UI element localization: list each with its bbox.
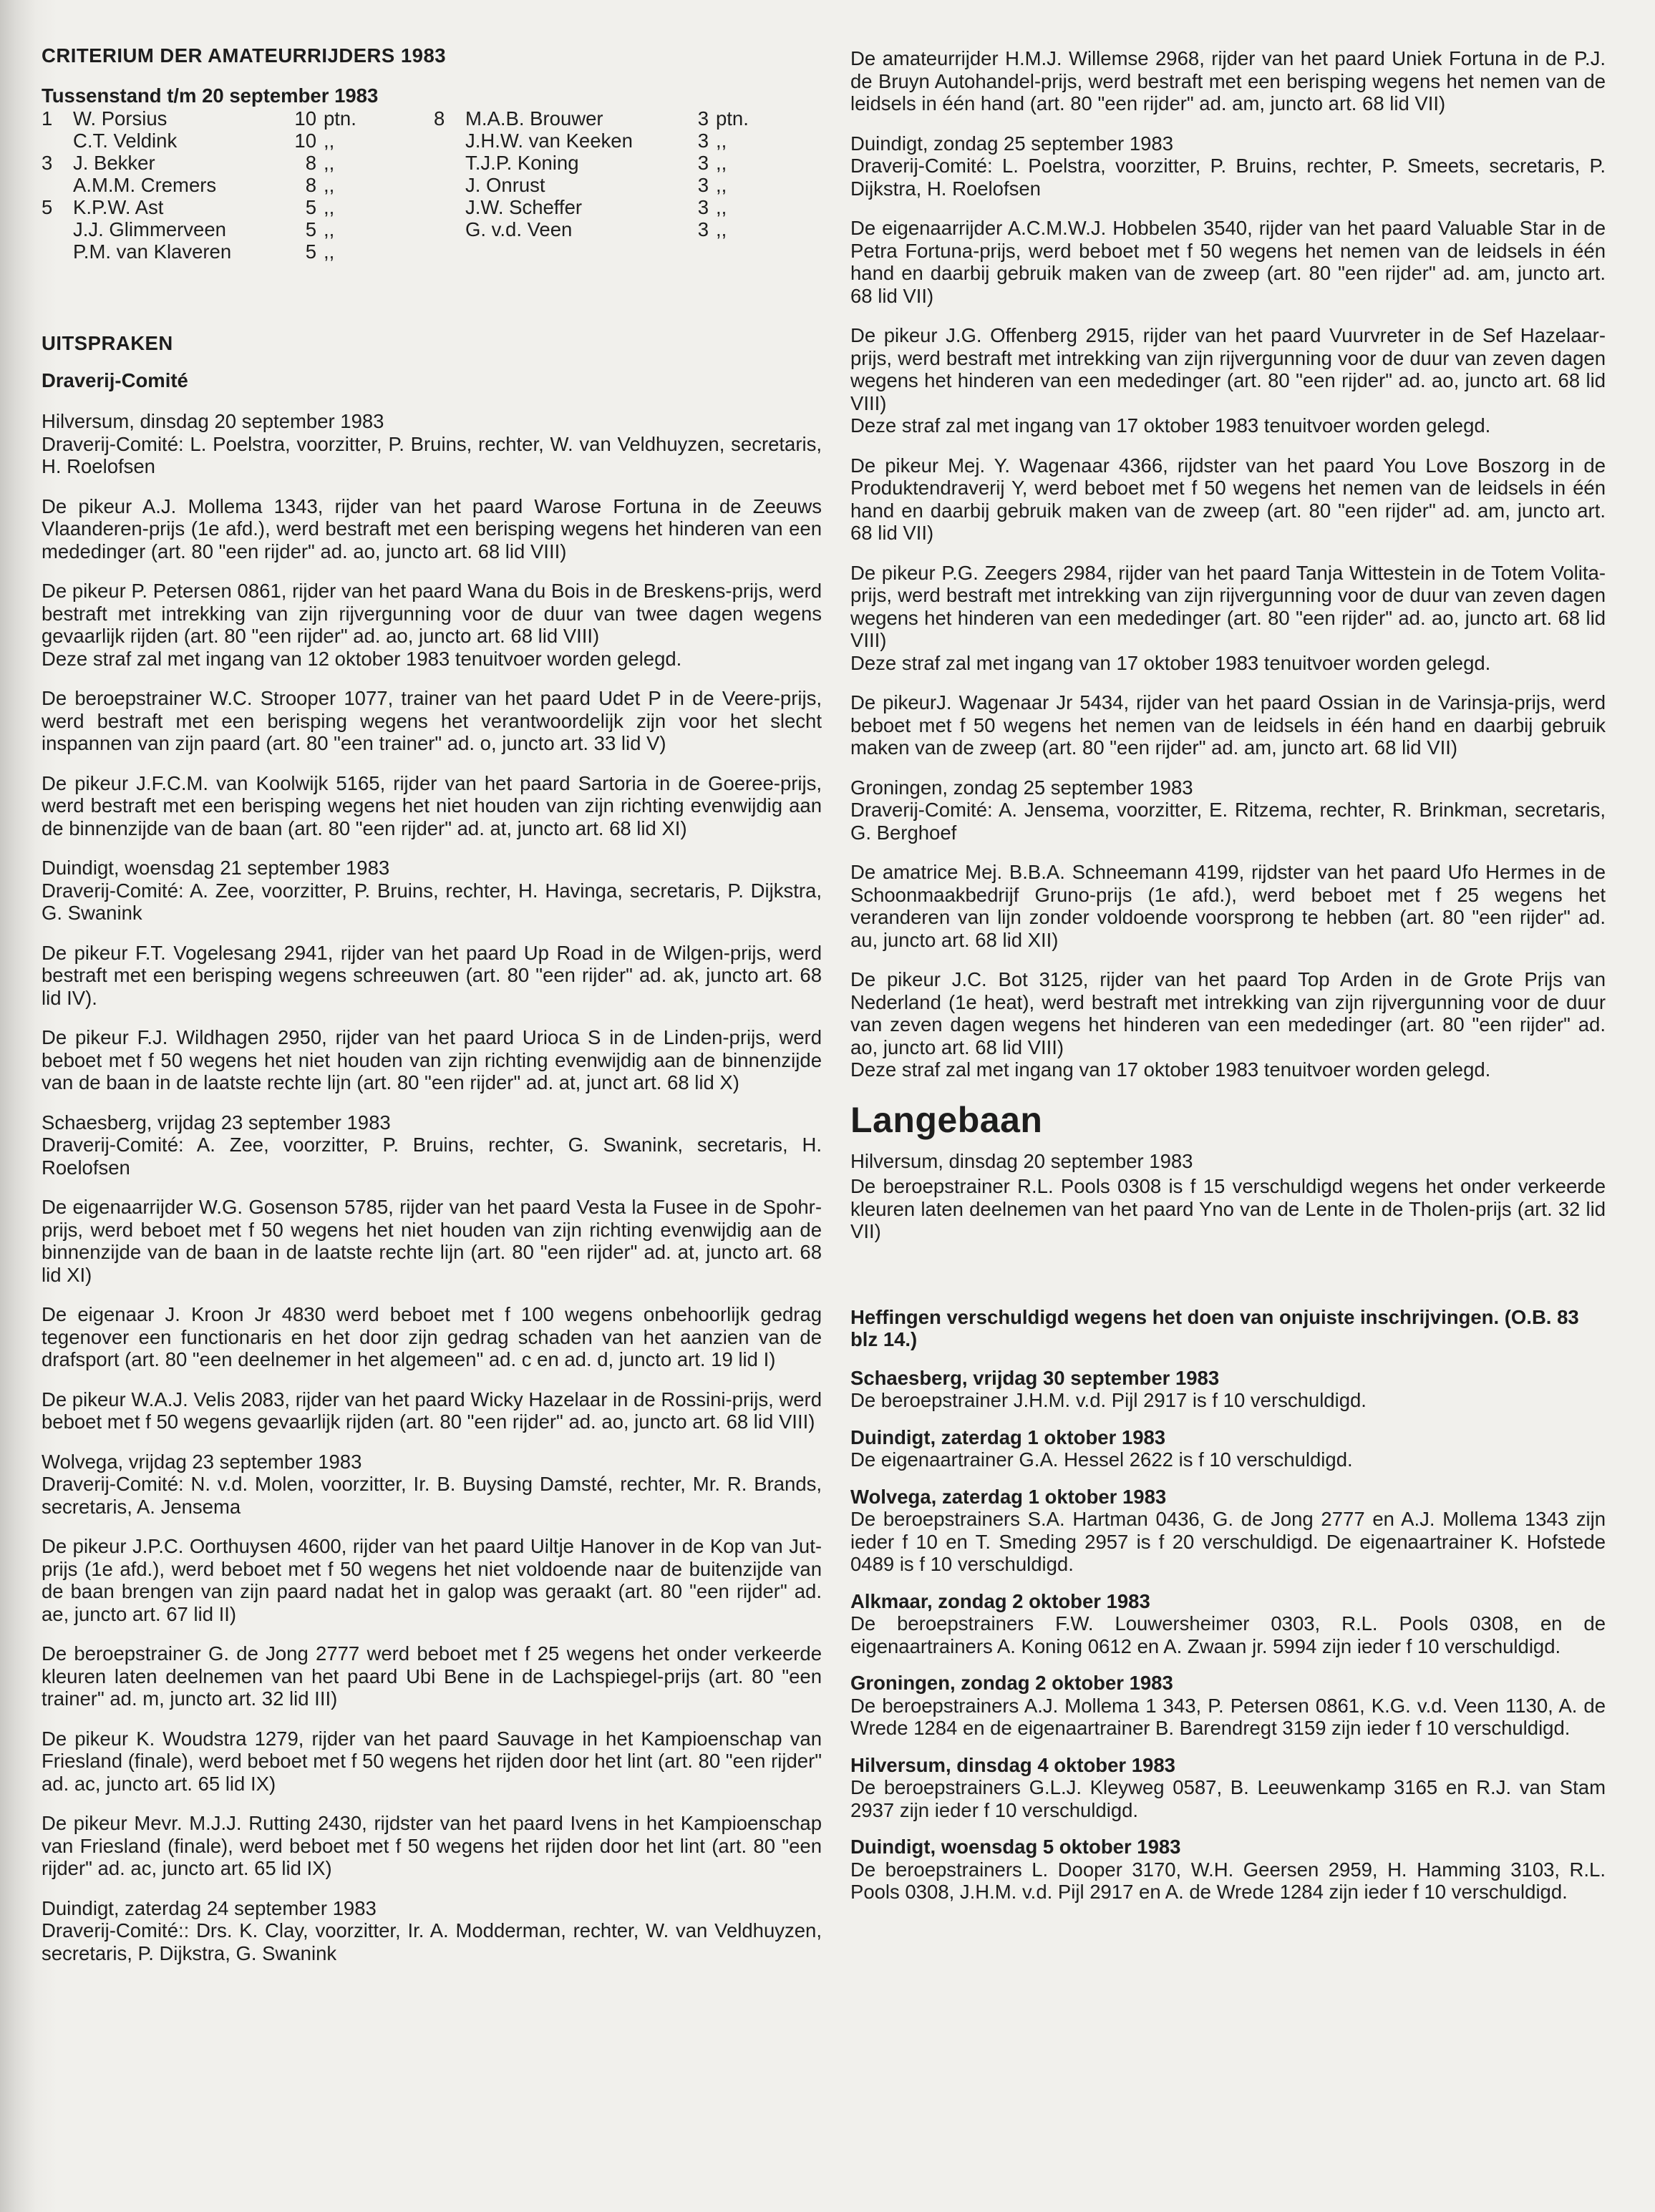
standing-unit: ,, [324,240,335,263]
langebaan-text: De beroepstrainer R.L. Pools 0308 is f 15 verschuldigd wegens het onder verkeerde kleuren laten deelnemen van het paard Yno van de Lente in de Tholen-prijs (art. 32 lid VII) [850,1175,1606,1242]
uitspraken-title: UITSPRAKEN [42,331,173,354]
fee-heading: Hilversum, dinsdag 4 oktober 1983 [850,1753,1175,1776]
standing-unit: ,, [716,218,727,240]
ruling-paragraph: De eigenaarrijder W.G. Gosenson 5785, rijder van het paard Vesta la Fusee in de Spohr-prijs, werd beboet met f 50 wegens het niet houden van zijn richting evenwijdig aan de binnenzijde van de baan in de laatste rechte lijn (art. 80 "een rijder" ad. at, juncto art. 68 lid XI) [42,1196,822,1286]
criterium-title: CRITERIUM DER AMATEURRIJDERS 1983 [42,44,447,67]
ruling-paragraph: De pikeur Mej. Y. Wagenaar 4366, rijdster van het paard You Love Boszorg in de Produktendraverij Y, werd beboet met f 50 wegens het nemen van de leidsels in één hand en daarbij gebruik maken van de zweep (art. 80 "een rijder" ad. am, juncto art. 68 lid VII) [850,454,1606,544]
ruling-paragraph: Duindigt, zaterdag 24 september 1983 Draverij-Comité:: Drs. K. Clay, voorzitter, Ir. A. Modderman, rechter, W. van Veldhuyzen, secretaris, P. Dijkstra, G. Swanink [42,1896,822,1964]
standing-name: J. Bekker [73,151,155,174]
standing-unit: ,, [324,129,335,152]
standing-name: C.T. Veldink [73,129,178,152]
standing-name: P.M. van Klaveren [73,240,232,263]
standing-name: K.P.W. Ast [73,195,164,218]
fee-entry [850,1426,1606,1471]
standings-table-left [42,107,367,263]
fee-text: De eigenaartrainer G.A. Hessel 2622 is f 10 verschuldigd. [850,1448,1353,1471]
fee-heading: Alkmaar, zondag 2 oktober 1983 [850,1589,1150,1612]
fee-entry [850,1754,1606,1822]
right-rulings [850,47,1606,1081]
standing-points: 10 [294,107,316,130]
standing-row [42,174,367,196]
standing-unit: ,, [324,173,335,196]
standing-unit: ,, [716,151,727,174]
ruling-paragraph: De pikeur J.C. Bot 3125, rijder van het paard Top Arden in de Grote Prijs van Nederland (1e heat), werd bestraft met intrekking van zijn rijvergunning voor de duur van zeven dagen wegens het hinderen van een mededinger (art. 80 "een rijder" ad. ao, juncto art. 68 lid VIII) Deze straf zal met ingang van 17 oktober 1983 tenuitvoer worden gelegd. [850,968,1606,1081]
ruling-paragraph: De pikeur P.G. Zeegers 2984, rijder van het paard Tanja Wittestein in de Totem Volita-prijs, werd bestraft met intrekking van zijn rijvergunning voor de duur van zeven dagen wegens het hinderen van een mededinger (art. 80 "een rijder" ad. ao, juncto art. 68 lid VIII) Deze straf zal met ingang van 17 oktober 1983 tenuitvoer worden gelegd. [850,561,1606,674]
standing-unit: ,, [716,173,727,196]
ruling-paragraph: Schaesberg, vrijdag 23 september 1983 Draverij-Comité: A. Zee, voorzitter, P. Bruins, rechter, G. Swanink, secretaris, H. Roelofsen [42,1111,822,1179]
standings [42,107,822,265]
fee-text: De beroepstrainer J.H.M. v.d. Pijl 2917 is f 10 verschuldigd. [850,1389,1367,1411]
standing-points: 3 [697,151,709,174]
heffingen-list [850,1367,1606,1904]
standing-points: 5 [305,240,316,263]
standing-unit: ,, [324,195,335,218]
standing-row [434,130,759,152]
ruling-paragraph: De pikeurJ. Wagenaar Jr 5434, rijder van het paard Ossian in de Varinsja-prijs, werd beboet met f 50 wegens het nemen van de leidsels in één hand en daarbij gebruik maken van de zweep (art. 80 "een rijder" ad. am, juncto art. 68 lid VII) [850,691,1606,759]
right-column [850,47,1606,1918]
standing-position: 3 [42,151,53,174]
ruling-paragraph: De amatrice Mej. B.B.A. Schneemann 4199, rijdster van het paard Ufo Hermes in de Schoonmaakbedrijf Gruno-prijs (1e afd.), werd beboet met f 25 wegens het veranderen van lijn zonder voldoende voorsprong te hebben (art. 80 "een rijder" ad. au, juncto art. 68 lid XII) [850,861,1606,951]
langebaan-title: Langebaan [850,1099,1043,1140]
standing-points: 8 [305,151,316,174]
standing-position: 8 [434,107,445,130]
standing-unit: ,, [324,218,335,240]
standing-points: 5 [305,195,316,218]
standing-position [42,174,73,196]
standing-position [434,218,465,240]
standings-table-right [434,107,759,240]
standing-position [434,130,465,152]
ruling-paragraph: De pikeur P. Petersen 0861, rijder van het paard Wana du Bois in de Breskens-prijs, werd bestraft met intrekking van zijn rijvergunning voor de duur van twee dagen wegens gevaarlijk rijden (art. 80 "een rijder" ad. ao, juncto art. 68 lid VIII) Deze straf zal met ingang van 12 oktober 1983 tenuitvoer worden gelegd. [42,580,822,670]
standing-points: 3 [697,129,709,152]
ruling-paragraph: Duindigt, woensdag 21 september 1983 Draverij-Comité: A. Zee, voorzitter, P. Bruins, rechter, H. Havinga, secretaris, P. Dijkstra, G. Swanink [42,857,822,924]
standing-points: 10 [294,129,316,152]
ruling-paragraph: De amateurrijder H.M.J. Willemse 2968, rijder van het paard Uniek Fortuna in de P.J. de Bruyn Autohandel-prijs, werd bestraft met een berisping wegens het nemen van de leidsels in één hand (art. 80 "een rijder" ad. am, juncto art. 68 lid VII) [850,47,1606,115]
standing-row [42,107,367,130]
standing-position [42,130,73,152]
fee-entry [850,1672,1606,1740]
standing-points: 5 [305,218,316,240]
standing-name: M.A.B. Brouwer [465,107,603,130]
comite-heading: Draverij-Comité [42,369,188,391]
standing-name: A.M.M. Cremers [73,173,217,196]
ruling-paragraph: De eigenaarrijder A.C.M.W.J. Hobbelen 3540, rijder van het paard Valuable Star in de Petra Fortuna-prijs, werd beboet met f 50 wegens het nemen van de leidsels in één hand en daarbij gebruik maken van de zweep (art. 80 "een rijder" ad. am, juncto art. 68 lid VII) [850,217,1606,307]
ruling-paragraph: De pikeur J.G. Offenberg 2915, rijder van het paard Vuurvreter in de Sef Hazelaar-prijs, werd bestraft met intrekking van zijn rijvergunning voor de duur van zeven dagen wegens het hinderen van een mededinger (art. 80 "een rijder" ad. ao, juncto art. 68 lid VIII) Deze straf zal met ingang van 17 oktober 1983 tenuitvoer worden gelegd. [850,324,1606,437]
standing-points: 3 [697,173,709,196]
standing-name: J.W. Scheffer [465,195,583,218]
left-rulings [42,410,822,1964]
ruling-paragraph: De pikeur K. Woudstra 1279, rijder van het paard Sauvage in het Kampioenschap van Friesland (finale), werd beboet met f 50 wegens het rijden door het lint (art. 80 "een rijder" ad. ac, juncto art. 65 lid IX) [42,1727,822,1795]
fee-text: De beroepstrainers F.W. Louwersheimer 0303, R.L. Pools 0308, en de eigenaartrainers A. Koning 0612 en A. Zwaan jr. 5994 zijn ieder f 10 verschuldigd. [850,1612,1606,1657]
heffingen-title: Heffingen verschuldigd wegens het doen van onjuiste inschrijvingen. (O.B. 83 blz 14.) [850,1305,1579,1350]
fee-text: De beroepstrainers G.L.J. Kleyweg 0587, B. Leeuwenkamp 3165 en R.J. van Stam 2937 zijn ieder f 10 verschuldigd. [850,1776,1606,1821]
fee-entry [850,1590,1606,1658]
standing-position [434,196,465,218]
standing-name: J. Onrust [465,173,545,196]
standing-position: 1 [42,107,53,130]
langebaan-meta: Hilversum, dinsdag 20 september 1983 [850,1149,1193,1172]
standing-unit: ,, [324,151,335,174]
standing-position [42,240,73,263]
ruling-paragraph: De pikeur J.F.C.M. van Koolwijk 5165, rijder van het paard Sartoria in de Goeree-prijs, werd bestraft met een berisping wegens het niet houden van zijn richting evenwijdig aan de binnenzijde van de baan (art. 80 "een rijder" ad. at, juncto art. 68 lid XI) [42,771,822,839]
standing-points: 8 [305,173,316,196]
standing-name: J.H.W. van Keeken [465,129,633,152]
ruling-paragraph: De beroepstrainer W.C. Strooper 1077, trainer van het paard Udet P in de Veere-prijs, werd bestraft met een berisping wegens het verantwoordelijk zijn voor het slecht inspannen van zijn paard (art. 80 "een trainer" ad. o, juncto art. 33 lid V) [42,687,822,754]
standing-name: T.J.P. Koning [465,151,579,174]
standing-position [434,152,465,174]
standing-row [434,196,759,218]
fee-heading: Wolvega, zaterdag 1 oktober 1983 [850,1485,1167,1508]
standing-row [434,152,759,174]
ruling-paragraph: De pikeur F.J. Wildhagen 2950, rijder van het paard Urioca S in de Linden-prijs, werd beboet met f 50 wegens het niet houden van zijn richting evenwijdig aan de binnenzijde van de baan in de laatste rechte lijn (art. 80 "een rijder" ad. at, junct art. 68 lid X) [42,1026,822,1093]
standing-row [42,218,367,240]
fee-heading: Duindigt, zaterdag 1 oktober 1983 [850,1426,1166,1448]
ruling-paragraph: De pikeur J.P.C. Oorthuysen 4600, rijder van het paard Uiltje Hanover in de Kop van Jut-prijs (1e afd.), werd beboet met f 50 wegens het niet voldoende naar de buitenzijde van de baan brengen van zijn paard nadat het in galop was geraakt (art. 80 "een rijder" ad. ae, juncto art. 67 lid II) [42,1535,822,1625]
standing-unit: ptn. [324,107,356,130]
fee-entry [850,1367,1606,1412]
fee-heading: Schaesberg, vrijdag 30 september 1983 [850,1366,1220,1389]
standing-row [42,196,367,218]
standing-unit: ,, [716,129,727,152]
fee-entry [850,1486,1606,1576]
fee-text: De beroepstrainers A.J. Mollema 1 343, P. Petersen 0861, K.G. v.d. Veen 1130, A. de Wrede 1284 en de eigenaartrainer B. Barendregt 3159 zijn ieder f 10 verschuldigd. [850,1694,1606,1739]
standing-unit: ptn. [716,107,749,130]
criterium-subtitle: Tussenstand t/m 20 september 1983 [42,84,379,107]
standing-unit: ,, [716,195,727,218]
ruling-paragraph: Duindigt, zondag 25 september 1983 Draverij-Comité: L. Poelstra, voorzitter, P. Bruins, rechter, P. Smeets, secretaris, P. Dijkstra, H. Roelofsen [850,132,1606,200]
standing-name: W. Porsius [73,107,168,130]
standing-points: 3 [697,195,709,218]
fee-text: De beroepstrainers L. Dooper 3170, W.H. Geersen 2959, H. Hamming 3103, R.L. Pools 0308, J.H.M. v.d. Pijl 2917 en A. de Wrede 1284 zijn ieder f 10 verschuldigd. [850,1858,1606,1903]
ruling-paragraph: De pikeur F.T. Vogelesang 2941, rijder van het paard Up Road in de Wilgen-prijs, werd bestraft met een berisping wegens schreeuwen (art. 80 "een rijder" ad. ak, juncto art. 68 lid IV). [42,941,822,1009]
fee-entry [850,1836,1606,1904]
standing-row [42,152,367,174]
ruling-paragraph: De pikeur W.A.J. Velis 2083, rijder van het paard Wicky Hazelaar in de Rossini-prijs, werd beboet met f 50 wegens gevaarlijk rijden (art. 80 "een rijder" ad. ao, juncto art. 68 lid VIII) [42,1388,822,1433]
standing-name: J.J. Glimmerveen [73,218,226,240]
standing-row [434,107,759,130]
standing-position [434,174,465,196]
ruling-paragraph: Groningen, zondag 25 september 1983 Draverij-Comité: A. Jensema, voorzitter, E. Ritzema, rechter, R. Brinkman, secretaris, G. Berghoef [850,776,1606,844]
fee-heading: Duindigt, woensdag 5 oktober 1983 [850,1836,1181,1858]
standing-row [434,218,759,240]
standing-position: 5 [42,195,53,218]
fee-heading: Groningen, zondag 2 oktober 1983 [850,1672,1173,1694]
ruling-paragraph: De pikeur Mevr. M.J.J. Rutting 2430, rijdster van het paard Ivens in het Kampioenschap van Friesland (finale), werd beboet met f 50 wegens het rijden door het lint (art. 80 "een rijder" ad. ac, juncto art. 65 lid IX) [42,1812,822,1879]
standing-points: 3 [697,107,709,130]
ruling-paragraph: Hilversum, dinsdag 20 september 1983 Draverij-Comité: L. Poelstra, voorzitter, P. Bruins, rechter, W. van Veldhuyzen, secretaris, H. Roelofsen [42,410,822,477]
fee-text: De beroepstrainers S.A. Hartman 0436, G. de Jong 2777 en A.J. Mollema 1343 zijn ieder f 10 en T. Smeding 2957 is f 20 verschuldigd. De eigenaartrainer K. Hofstede 0489 is f 10 verschuldigd. [850,1508,1606,1575]
standing-row [42,240,367,263]
ruling-paragraph: De beroepstrainer G. de Jong 2777 werd beboet met f 25 wegens het onder verkeerde kleuren laten deelnemen van het paard Ubi Bene in de Lachspiegel-prijs (art. 80 "een trainer" ad. m, juncto art. 32 lid III) [42,1642,822,1710]
standing-row [434,174,759,196]
standing-name: G. v.d. Veen [465,218,573,240]
ruling-paragraph: De pikeur A.J. Mollema 1343, rijder van het paard Warose Fortuna in de Zeeuws Vlaanderen-prijs (1e afd.), werd bestraft met een berisping wegens het hinderen van een mededinger (art. 80 "een rijder" ad. ao, juncto art. 68 lid VIII) [42,494,822,562]
left-column [42,44,822,1982]
standing-position [42,218,73,240]
ruling-paragraph: Wolvega, vrijdag 23 september 1983 Draverij-Comité: N. v.d. Molen, voorzitter, Ir. B. Buysing Damsté, rechter, Mr. R. Brands, secretaris, A. Jensema [42,1450,822,1518]
standing-points: 3 [697,218,709,240]
ruling-paragraph: De eigenaar J. Kroon Jr 4830 werd beboet met f 100 wegens onbehoorlijk gedrag tegenover een functionaris en het door zijn gedrag schaden van het aanzien van de drafsport (art. 80 "een deelnemer in het algemeen" ad. c en ad. d, juncto art. 19 lid I) [42,1303,822,1370]
standing-row [42,130,367,152]
